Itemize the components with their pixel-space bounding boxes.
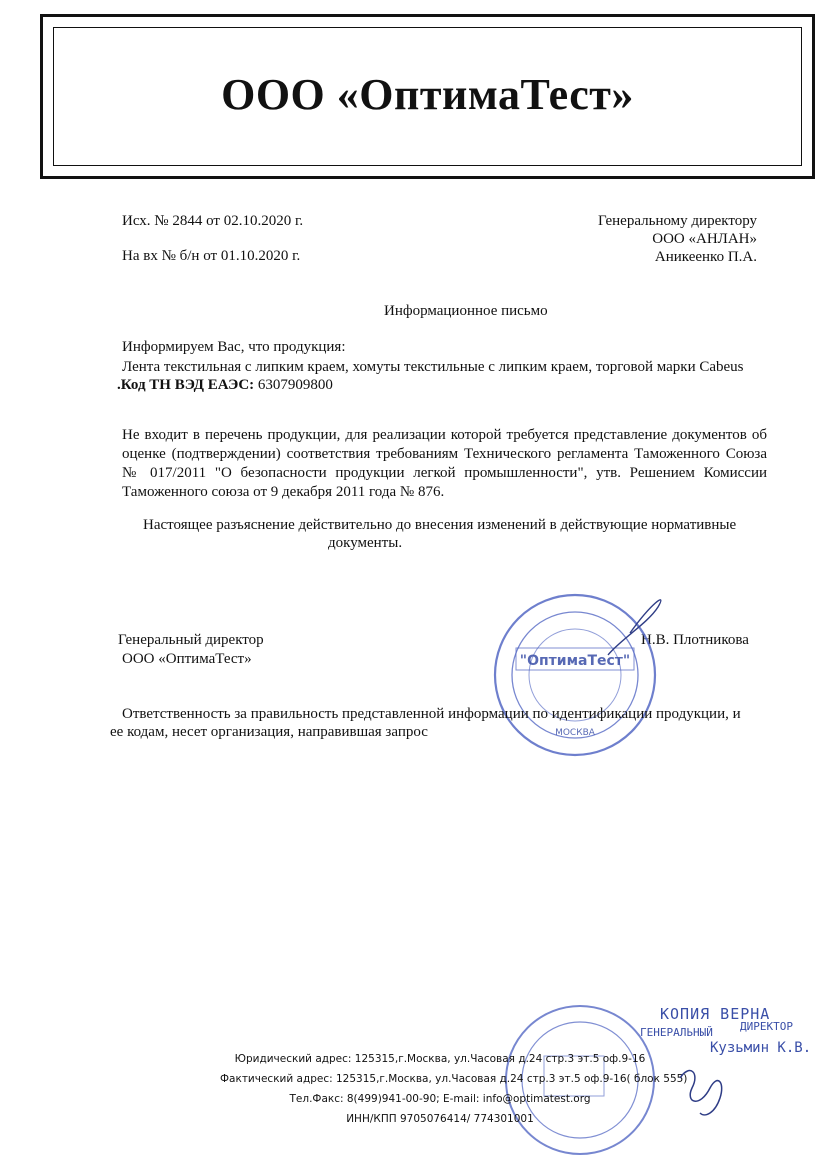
footer-contacts: Тел.Факс: 8(499)941-00-90; E-mail: info@optimatest.org [289, 1093, 591, 1105]
signer-company: ООО «ОптимаТест» [122, 651, 252, 667]
validity-line2: документы. [328, 535, 403, 551]
code-value: 6307909800 [257, 377, 333, 393]
company-seal [480, 585, 680, 760]
footer-actual-address: Фактический адрес: 125315,г.Москва, ул.Часовая д.24 стр.3 эт.5 оф.9-16( блок 555) [220, 1073, 688, 1085]
addressee-line1: Генеральному директору [597, 213, 757, 229]
footer-legal-address: Юридический адрес: 125315,г.Москва, ул.Часовая д.24 стр.3 эт.5 оф.9-16 [234, 1053, 646, 1065]
body-paragraph: Не входит в перечень продукции, для реализации которой требуется представление документов об оценке (подтверждении) соответствия требованиям Технического регламента Таможенного Союза № 017/2011 "О безопасности продукции легкой промышленности", утв. Решением Комиссии Таможенного союза от 9 декабря 2011 года № 876. [122, 427, 767, 500]
code-line [117, 376, 333, 395]
letter-title: Информационное письмо [384, 303, 548, 319]
addressee-line3: Аникеенко П.А. [654, 249, 757, 265]
responsibility-line2: ее кодам, несет организация, направившая запрос [110, 724, 428, 740]
seal-city: МОСКВА [555, 728, 595, 738]
intro-text: Информируем Вас, что продукция: [122, 339, 346, 355]
copy-signature [670, 1058, 740, 1123]
copy-stamp-name: Кузьмин К.В. [710, 1040, 812, 1056]
seal-center-text: "ОптимаТест" [519, 653, 631, 669]
signer-name: Н.В. Плотникова [641, 632, 749, 648]
copy-stamp-title: КОПИЯ ВЕРНА [660, 1005, 771, 1023]
product-text: Лента текстильная с липким краем, хомуты текстильные с липким краем, торговой марки Cabeus [122, 359, 744, 375]
validity-line1: Настоящее разъяснение действительно до внесения изменений в действующие нормативные [143, 517, 737, 533]
header-frame [40, 14, 815, 179]
copy-stamp-position1: ГЕНЕРАЛЬНЫЙ [640, 1026, 713, 1039]
outgoing-ref: Исх. № 2844 от 02.10.2020 г. [122, 213, 304, 229]
signer-position: Генеральный директор [118, 632, 264, 648]
footer-inn: ИНН/КПП 9705076414/ 774301001 [346, 1113, 534, 1125]
addressee-line2: ООО «АНЛАН» [652, 231, 757, 247]
responsibility-line1: Ответственность за правильность представленной информации по идентификации продукции, и [122, 706, 741, 722]
code-label: .Код ТН ВЭД ЕАЭС: [117, 377, 255, 393]
copy-stamp-position2: ДИРЕКТОР [740, 1020, 793, 1033]
incoming-ref: На вх № б/н от 01.10.2020 г. [122, 248, 301, 264]
company-title: ООО «ОптимаТест» [221, 70, 634, 119]
